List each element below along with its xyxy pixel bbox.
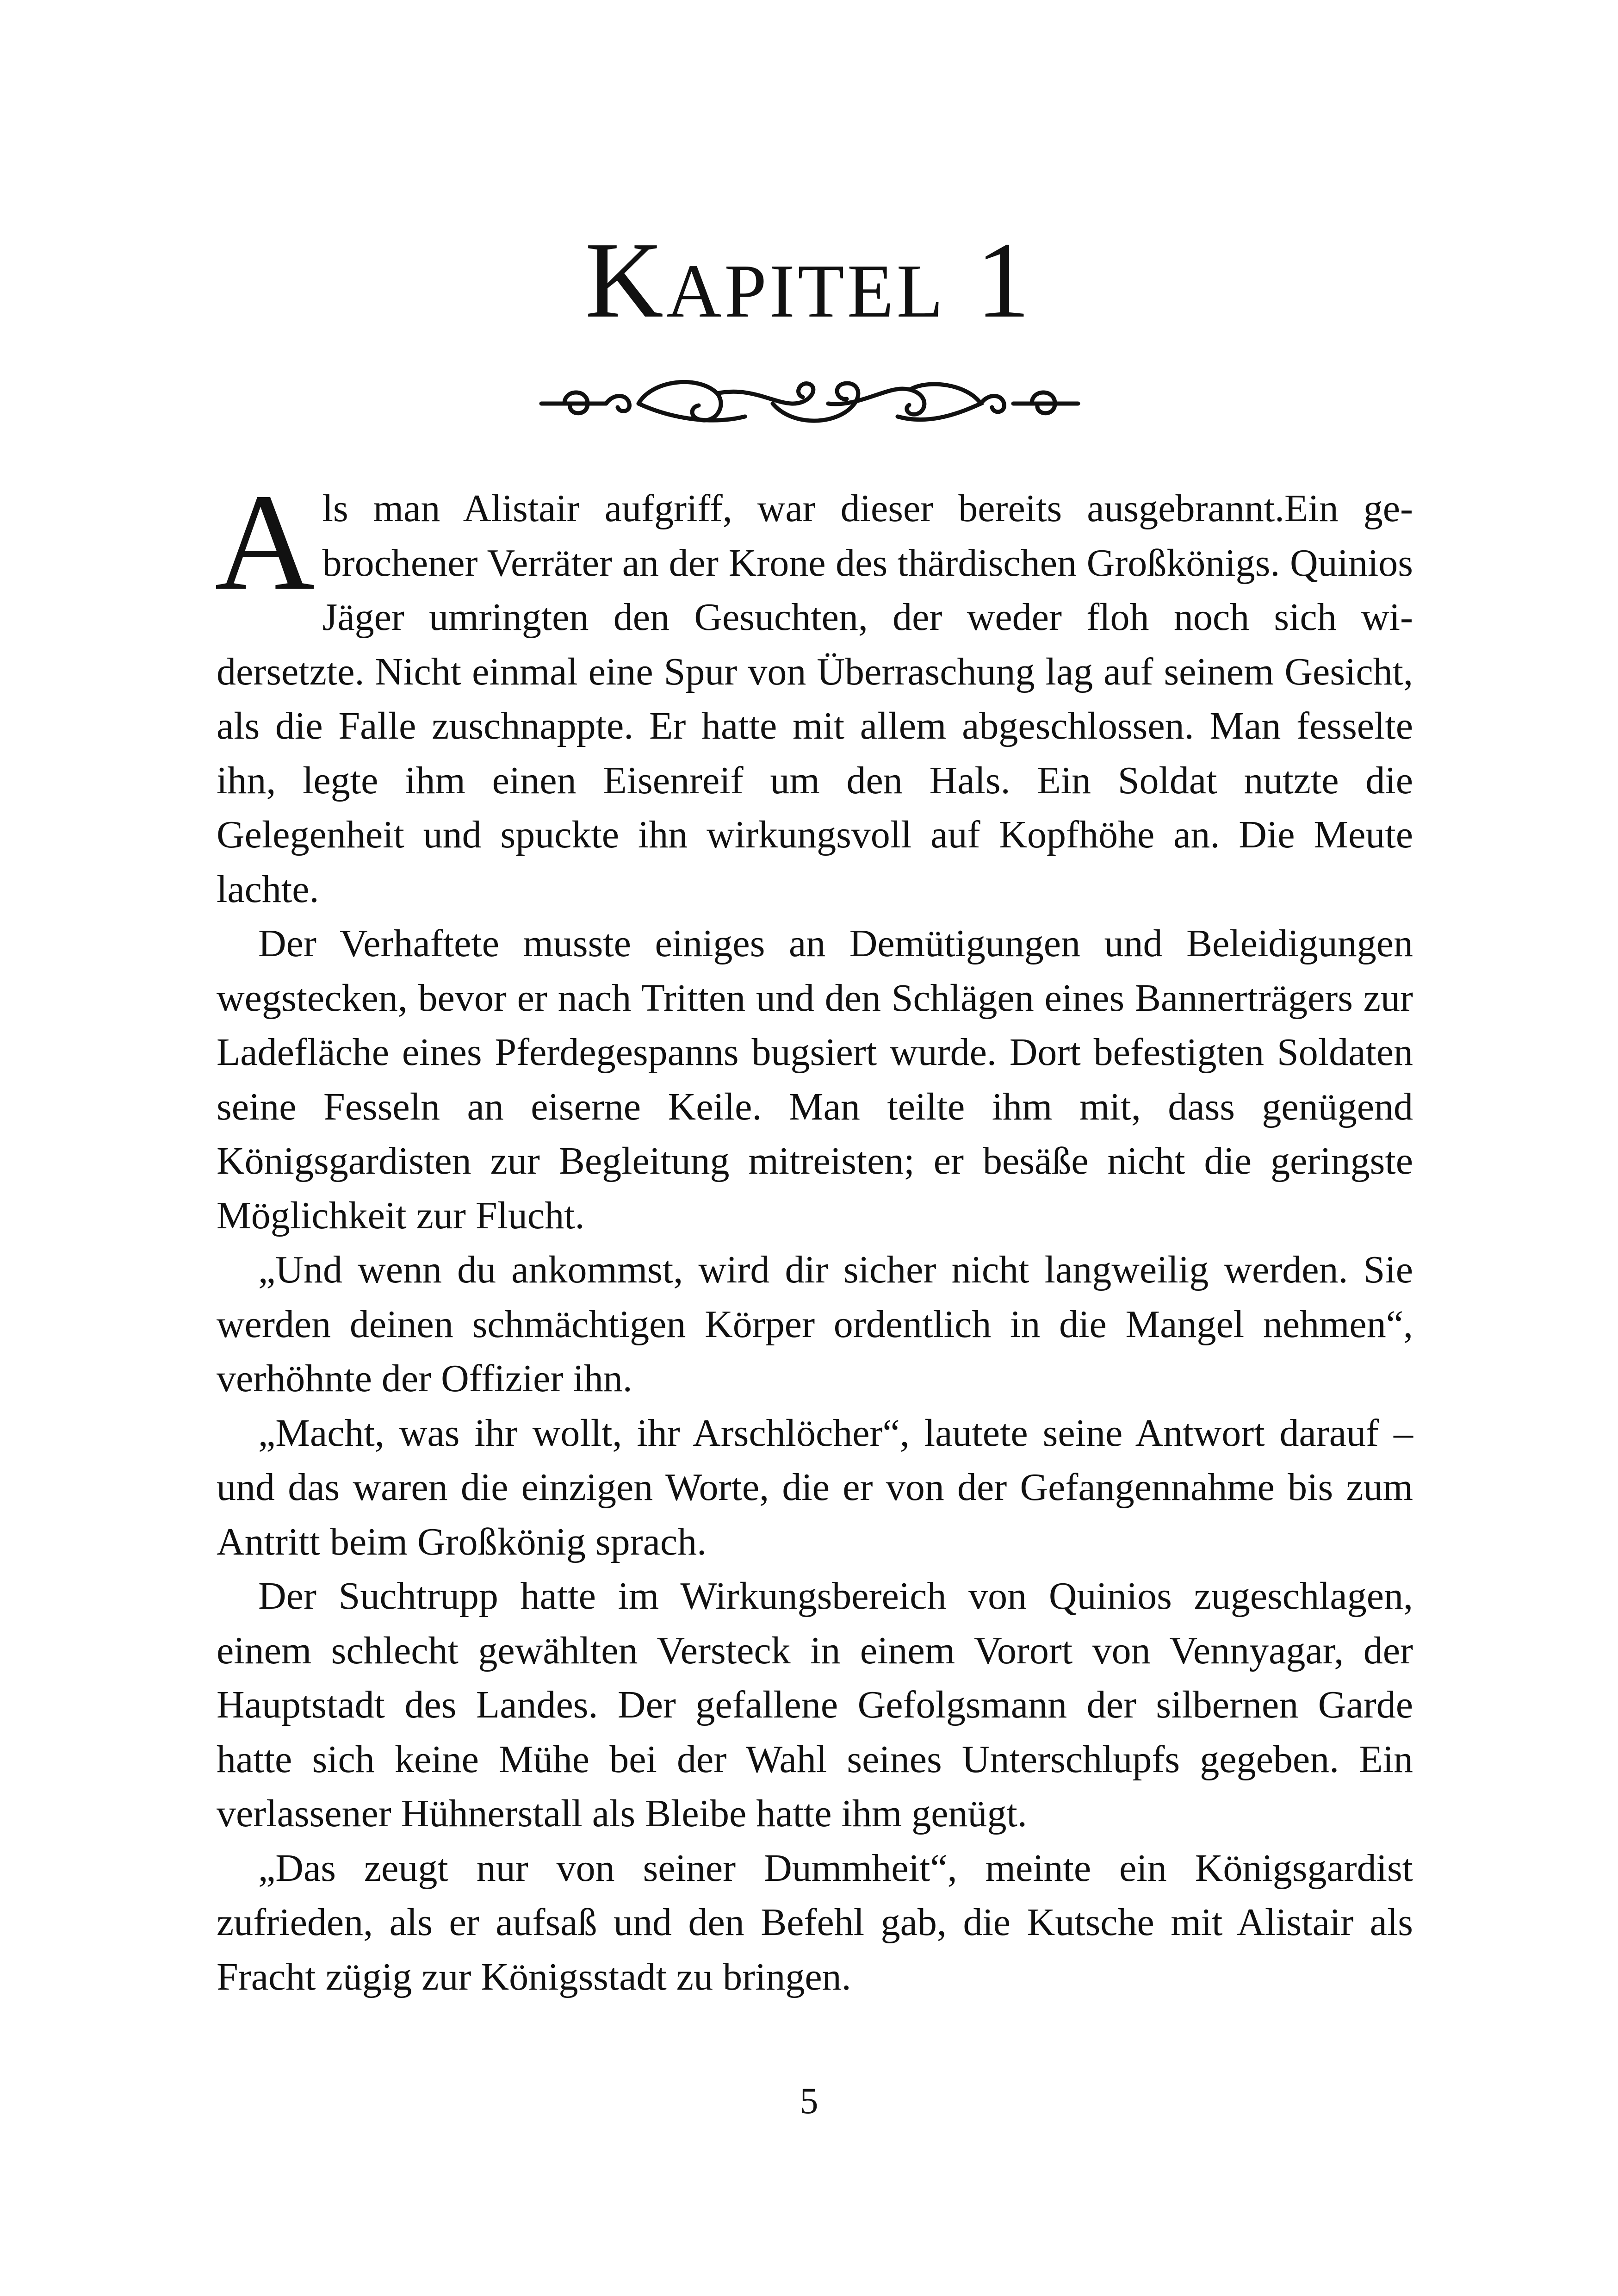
scroll-divider-icon — [532, 361, 1087, 444]
chapter-body — [215, 465, 1413, 2004]
paragraph-1-text: ls man Alistair aufgriff, war dieser bereits ausgebrannt.Ein gebrochener Verräter an der Krone des thärdischen Großkönigs. Quinios Jäger umringten den Gesuchten, der weder floh noch sich widersetzte. Nicht einmal eine Spur von Überraschung lag auf seinem Gesicht, als die Falle zuschnappte. Er hatte mit allem abgeschlossen. Man fesselte ihn, legte ihm einen Eisenreif um den Hals. Ein Soldat nutzte die Gelegenheit und spuckte ihn wirkungsvoll auf Kopfhöhe an. Die Meute lachte. — [217, 487, 1413, 911]
paragraph-1 — [215, 465, 1413, 916]
drop-cap: A — [215, 465, 315, 619]
paragraph-4: „Macht, was ihr wollt, ihr Arschlöcher“, lautete seine Antwort darauf – und das waren die einzigen Worte, die er von der Gefangennahme bis zum Antritt beim Großkönig sprach. — [217, 1411, 1413, 1563]
paragraph-3: „Und wenn du ankommst, wird dir sicher nicht langweilig werden. Sie werden deinen schmächtigen Körper ordentlich in die Mangel nehmen“, verhöhnte der Offizier ihn. — [217, 1248, 1413, 1400]
chapter-title-text: Kapitel 1 — [585, 220, 1033, 340]
chapter-title — [0, 218, 1618, 342]
page-number: 5 — [800, 2081, 818, 2122]
paragraph-5: Der Suchtrupp hatte im Wirkungsbereich von Quinios zugeschlagen, einem schlecht gewählten Versteck in einem Vorort von Vennyagar, der Hauptstadt des Landes. Der gefallene Gefolgsmann der silbernen Garde hatte sich keine Mühe bei der Wahl seines Unterschlupfs gegeben. Ein verlassener Hühnerstall als Bleibe hatte ihm genügt. — [217, 1574, 1413, 1835]
paragraph-2: Der Verhaftete musste einiges an Demütigungen und Beleidigungen wegstecken, bevor er nach Tritten und den Schlägen eines Bannerträgers zur Ladefläche eines Pferdegespanns bugsiert wurde. Dort befestigten Soldaten seine Fesseln an eiserne Keile. Man teilte ihm mit, dass genügend Königsgardisten zur Begleitung mitreisten; er besäße nicht die geringste Möglichkeit zur Flucht. — [217, 922, 1413, 1237]
paragraph-6: „Das zeugt nur von seiner Dummheit“, meinte ein Königsgardist zufrieden, als er aufsaß und den Befehl gab, die Kutsche mit Alistair als Fracht zügig zur Königsstadt zu bringen. — [217, 1846, 1413, 1998]
